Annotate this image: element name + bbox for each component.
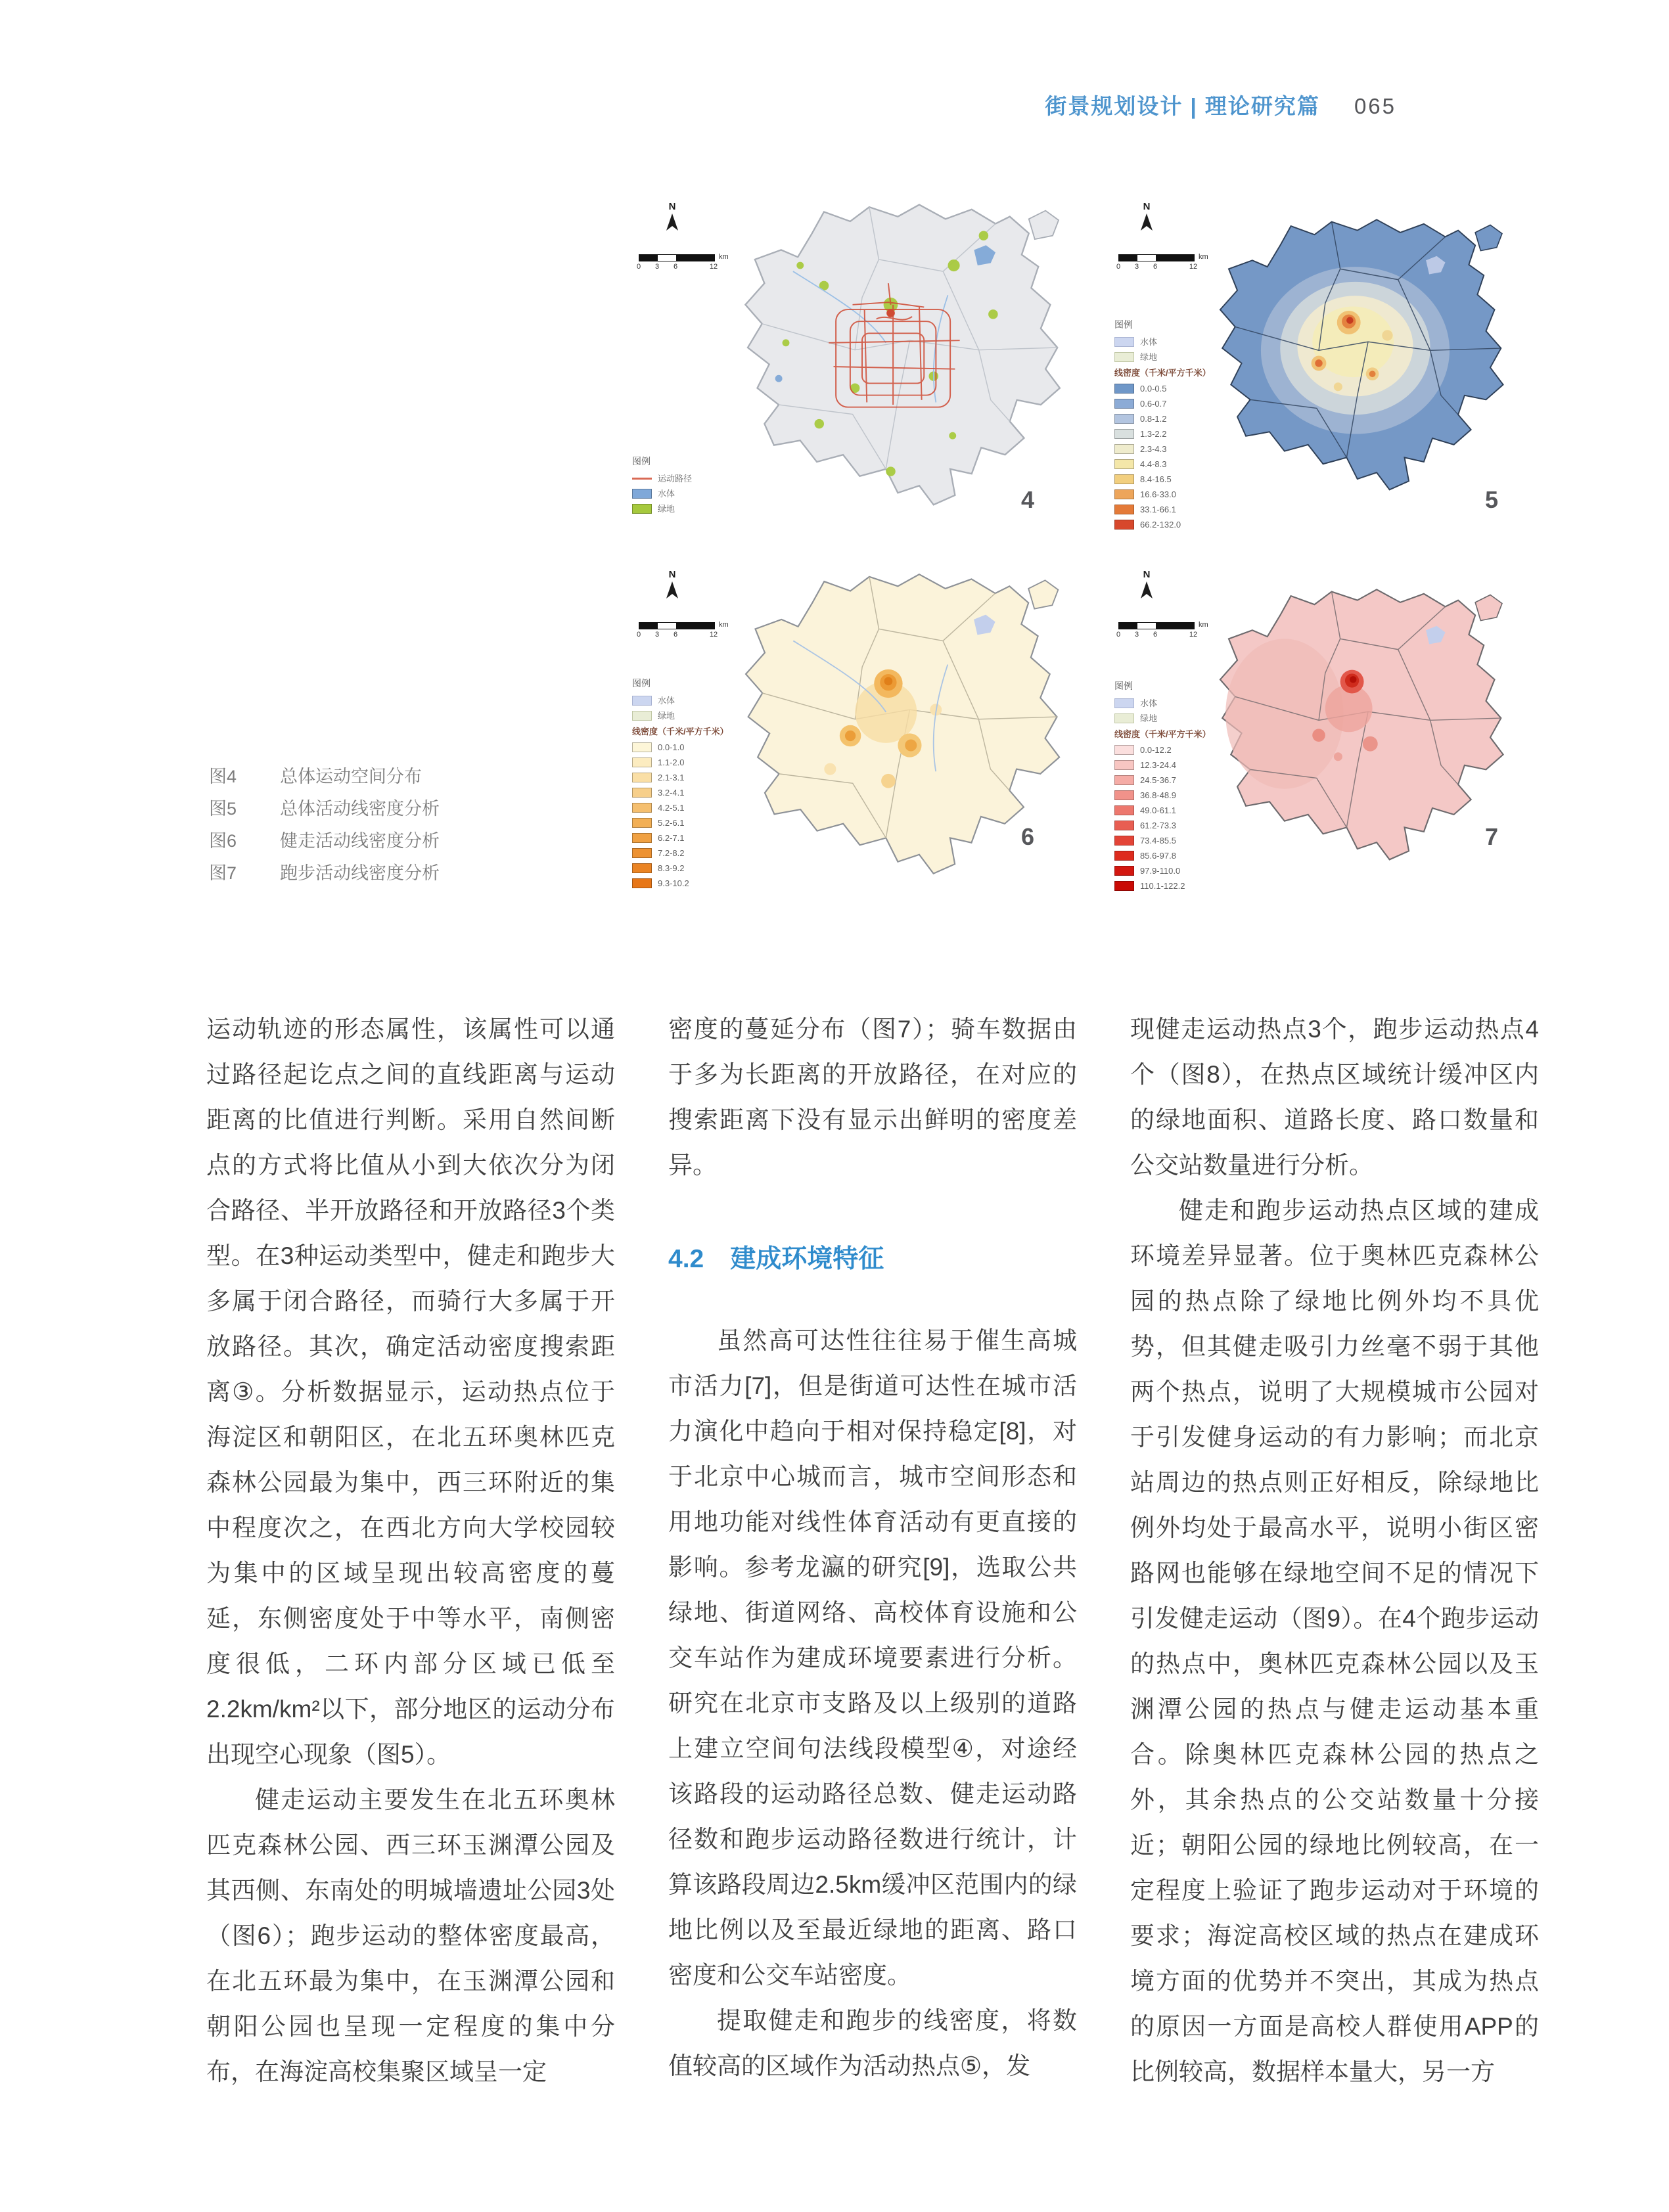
legend-swatch	[632, 504, 652, 514]
legend-label: 2.1-3.1	[658, 773, 685, 782]
legend-label: 6.2-7.1	[658, 833, 685, 843]
paragraph: 现健走运动热点3个，跑步运动热点4个（图8），在热点区域统计缓冲区内的绿地面积、道路长度、路口数量和公交站数量进行分析。	[1130, 1016, 1539, 1179]
legend-label: 110.1-122.2	[1140, 881, 1185, 891]
legend-swatch	[632, 757, 652, 767]
legend-label: 水体	[658, 489, 675, 499]
figure-panel-5	[1104, 194, 1534, 529]
legend-swatch	[1114, 489, 1134, 499]
activity-hotspot	[886, 309, 895, 317]
legend-swatch	[1114, 520, 1134, 530]
north-arrow-icon: N	[662, 202, 682, 235]
figure-panel-4	[605, 194, 1094, 529]
legend-label: 3.2-4.1	[658, 788, 685, 798]
legend-label: 36.8-48.9	[1140, 790, 1176, 800]
legend-label: 0.0-12.2	[1140, 745, 1172, 755]
book-section-title: 街景规划设计 | 理论研究篇	[1045, 94, 1320, 118]
map-running-line-density	[1188, 570, 1531, 890]
legend-label: 2.3-4.3	[1140, 444, 1167, 454]
legend-swatch	[1114, 414, 1134, 424]
legend-swatch	[1114, 790, 1134, 800]
map-legend: 图例 水体 绿地 线密度（千米/平方千米） 0.0-1.0 1.1-2.0 2.1-3.1 3.2-4.1 4.2-5.1 5.2-6.1 6.2-7.1 7.2-8.2 8.3-9.2 9.3-10.2	[632, 679, 729, 891]
legend-label: 49.0-61.1	[1140, 805, 1176, 815]
page-header	[1045, 89, 1396, 120]
legend-label: 1.1-2.0	[658, 757, 685, 767]
figure-number: 4	[1021, 486, 1035, 513]
paragraph: 运动轨迹的形态属性，该属性可以通过路径起讫点之间的直线距离与运动距离的比值进行判断。采用自然间断点的方式将比值从小到大依次分为闭合路径、半开放路径和开放路径3个类型。在3种运动类型中，健走和跑步大多属于闭合路径，而骑行大多属于开放路径。其次，确定活动密度搜索距离③。分析数据显示，运动热点位于海淀区和朝阳区，在北五环奥林匹克森林公园最为集中，西三环附近的集中程度次之，在西北方向大学校园较为集中的区域呈现出较高密度的蔓延，东侧密度处于中等水平，南侧密度很低，二环内部分区域已低至2.2km/km²以下，部分地区的运动分布出现空心现象（图5）。	[206, 1016, 615, 1768]
map-overall-activity-distribution	[710, 199, 1091, 522]
map-overall-line-density	[1188, 202, 1531, 518]
legend-swatch	[632, 489, 652, 499]
caption-number: 图5	[209, 799, 237, 819]
legend-swatch	[1114, 881, 1134, 891]
legend-swatch	[1114, 805, 1134, 815]
legend-label: 运动路径	[658, 474, 693, 484]
legend-swatch	[1114, 713, 1134, 723]
text-column-1	[206, 1006, 615, 2094]
paragraph: 密度的蔓延分布（图7）；骑车数据由于多为长距离的开放路径，在对应的搜索距离下没有显示出鲜明的密度差异。	[668, 1016, 1077, 1179]
legend-swatch	[1114, 459, 1134, 469]
legend-swatch	[632, 788, 652, 798]
caption-text: 健走活动线密度分析	[280, 831, 440, 851]
legend-label: 7.2-8.2	[658, 848, 685, 858]
legend-swatch	[1114, 444, 1134, 454]
legend-swatch	[1114, 399, 1134, 409]
figure-captions	[209, 761, 440, 890]
scale-bar: km 0 3 6 12	[1116, 621, 1208, 639]
legend-label: 16.6-33.0	[1140, 489, 1176, 499]
legend-swatch	[1114, 474, 1134, 484]
legend-item	[632, 486, 692, 501]
legend-swatch	[1114, 775, 1134, 785]
caption-text: 总体运动空间分布	[280, 767, 422, 786]
legend-swatch	[1114, 836, 1134, 846]
legend-swatch	[632, 742, 652, 752]
legend-label: 24.5-36.7	[1140, 775, 1176, 785]
caption-text: 总体活动线密度分析	[280, 799, 440, 819]
paragraph: 健走和跑步运动热点区域的建成环境差异显著。位于奥林匹克森林公园的热点除了绿地比例外均不具优势，但其健走吸引力丝毫不弱于其他两个热点，说明了大规模城市公园对于引发健身运动的有力影响；而北京站周边的热点则正好相反，除绿地比例外均处于最高水平，说明小街区密路网也能够在绿地空间不足的情况下引发健走运动（图9）。在4个跑步运动的热点中，奥林匹克森林公园以及玉渊潭公园的热点与健走运动基本重合。除奥林匹克森林公园的热点之外，其余热点的公交站数量十分接近；朝阳公园的绿地比例较高，在一定程度上验证了跑步运动对于环境的要求；海淀高校区域的热点在建成环境方面的优势并不突出，其成为热点的原因一方面是高校人群使用APP的比例较高，数据样本量大，另一方	[1130, 1197, 1539, 2085]
legend-swatch	[632, 696, 652, 706]
legend-label: 5.2-6.1	[658, 818, 685, 828]
legend-label: 绿地	[658, 504, 675, 514]
legend-swatch	[632, 848, 652, 858]
legend-label: 85.6-97.8	[1140, 851, 1176, 861]
legend-swatch	[1114, 760, 1134, 770]
legend-swatch	[632, 863, 652, 873]
map-legend: 图例 运动路径 水体 绿地	[632, 457, 692, 516]
legend-swatch	[1114, 429, 1134, 439]
caption-number: 图4	[209, 767, 237, 786]
legend-swatch	[1114, 698, 1134, 708]
legend-swatch	[632, 803, 652, 813]
section-title: 建成环境特征	[730, 1245, 884, 1273]
scale-bar: km 0 3 6 12	[1116, 253, 1208, 271]
legend-swatch	[632, 833, 652, 843]
legend-swatch	[632, 773, 652, 782]
legend-swatch	[1114, 821, 1134, 830]
legend-label: 4.4-8.3	[1140, 459, 1167, 469]
figure-number: 7	[1485, 823, 1499, 850]
legend-swatch	[632, 818, 652, 828]
legend-swatch	[632, 711, 652, 721]
legend-item	[1114, 517, 1211, 532]
caption-text: 跑步活动线密度分析	[280, 863, 440, 883]
north-arrow-glyph	[1139, 580, 1155, 600]
north-arrow-icon: N	[1137, 570, 1156, 603]
legend-label: 12.3-24.4	[1140, 760, 1176, 770]
legend-label: 4.2-5.1	[658, 803, 685, 813]
legend-label: 1.3-2.2	[1140, 429, 1167, 439]
paragraph: 提取健走和跑步的线密度，将数值较高的区域作为活动热点⑤，发	[668, 2007, 1077, 2079]
north-arrow-icon: N	[1137, 202, 1156, 235]
legend-swatch	[1114, 745, 1134, 755]
legend-label: 33.1-66.1	[1140, 505, 1176, 514]
figure-caption	[209, 761, 440, 793]
figure-panel-7	[1104, 562, 1534, 900]
legend-swatch	[1114, 505, 1134, 514]
legend-label: 0.6-0.7	[1140, 399, 1167, 409]
legend-label: 0.8-1.2	[1140, 414, 1167, 424]
figure-number: 6	[1021, 823, 1035, 850]
legend-label: 0.0-1.0	[658, 742, 685, 752]
map-legend: 图例 水体 绿地 线密度（千米/平方千米） 0.0-12.2 12.3-24.4 24.5-36.7 36.8-48.9 49.0-61.1 61.2-73.3 73.4-85.5 85.6-97.8 97.9-110.0 110.1-122.2	[1114, 681, 1211, 893]
north-arrow-icon: N	[662, 570, 682, 603]
north-arrow-glyph	[664, 212, 680, 232]
legend-item	[632, 501, 692, 516]
legend-items	[632, 471, 692, 516]
legend-label: 9.3-10.2	[658, 878, 689, 888]
density-region	[1225, 639, 1343, 788]
legend-swatch	[1114, 866, 1134, 876]
paragraph: 健走运动主要发生在北五环奥林匹克森林公园、西三环玉渊潭公园及其西侧、东南处的明城墙遗址公园3处（图6）；跑步运动的整体密度最高，在北五环最为集中，在玉渊潭公园和朝阳公园也呈现一定程度的集中分布，在海淀高校集聚区域呈一定	[206, 1786, 615, 2085]
legend-swatch	[632, 478, 652, 480]
north-arrow-glyph	[664, 580, 680, 600]
scale-bar: km 0 3 6 12	[636, 621, 729, 639]
legend-label: 8.3-9.2	[658, 863, 685, 873]
north-arrow-glyph	[1139, 212, 1155, 232]
legend-label: 66.2-132.0	[1140, 520, 1181, 530]
section-number: 4.2	[668, 1245, 704, 1273]
legend-label: 61.2-73.3	[1140, 821, 1176, 830]
legend-label: 97.9-110.0	[1140, 866, 1181, 876]
legend-swatch	[1114, 337, 1134, 347]
legend-swatch	[1114, 384, 1134, 394]
map-legend: 图例 水体 绿地 线密度（千米/平方千米） 0.0-0.5 0.6-0.7 0.8-1.2 1.3-2.2 2.3-4.3 4.4-8.3 8.4-16.5 16.6-33.0 33.1-66.1 66.2-132.0	[1114, 320, 1211, 532]
section-heading	[668, 1243, 1077, 1276]
legend-swatch	[1114, 851, 1134, 861]
legend-swatch	[632, 878, 652, 888]
scale-bar: km 0 3 6 12	[636, 253, 729, 271]
legend-item	[632, 471, 692, 486]
text-column-2	[668, 1006, 1077, 2088]
figure-caption	[209, 825, 440, 857]
text-column-3	[1130, 1006, 1539, 2094]
page-number: 065	[1354, 94, 1396, 118]
figure-caption	[209, 857, 440, 890]
paragraph: 虽然高可达性往往易于催生高城市活力[7]，但是街道可达性在城市活力演化中趋向于相对保持稳定[8]，对于北京中心城而言，城市空间形态和用地功能对线性体育活动有更直接的影响。参考龙瀛的研究[9]，选取公共绿地、街道网络、高校体育设施和公交车站作为建成环境要素进行分析。研究在北京市支路及以上级别的道路上建立空间句法线段模型④，对途经该路段的运动路径总数、健走运动路径数和跑步运动路径数进行统计，计算该路段周边2.5km缓冲区范围内的绿地比例以及至最近绿地的距离、路口密度和公交车站密度。	[668, 1327, 1077, 1989]
figure-number: 5	[1485, 486, 1499, 513]
figure-panel-6	[605, 562, 1094, 900]
figure-caption	[209, 793, 440, 825]
legend-label: 0.0-0.5	[1140, 384, 1167, 394]
caption-number: 图7	[209, 863, 237, 883]
legend-swatch	[1114, 352, 1134, 362]
caption-number: 图6	[209, 831, 237, 851]
legend-label: 73.4-85.5	[1140, 836, 1176, 846]
legend-label: 8.4-16.5	[1140, 474, 1172, 484]
